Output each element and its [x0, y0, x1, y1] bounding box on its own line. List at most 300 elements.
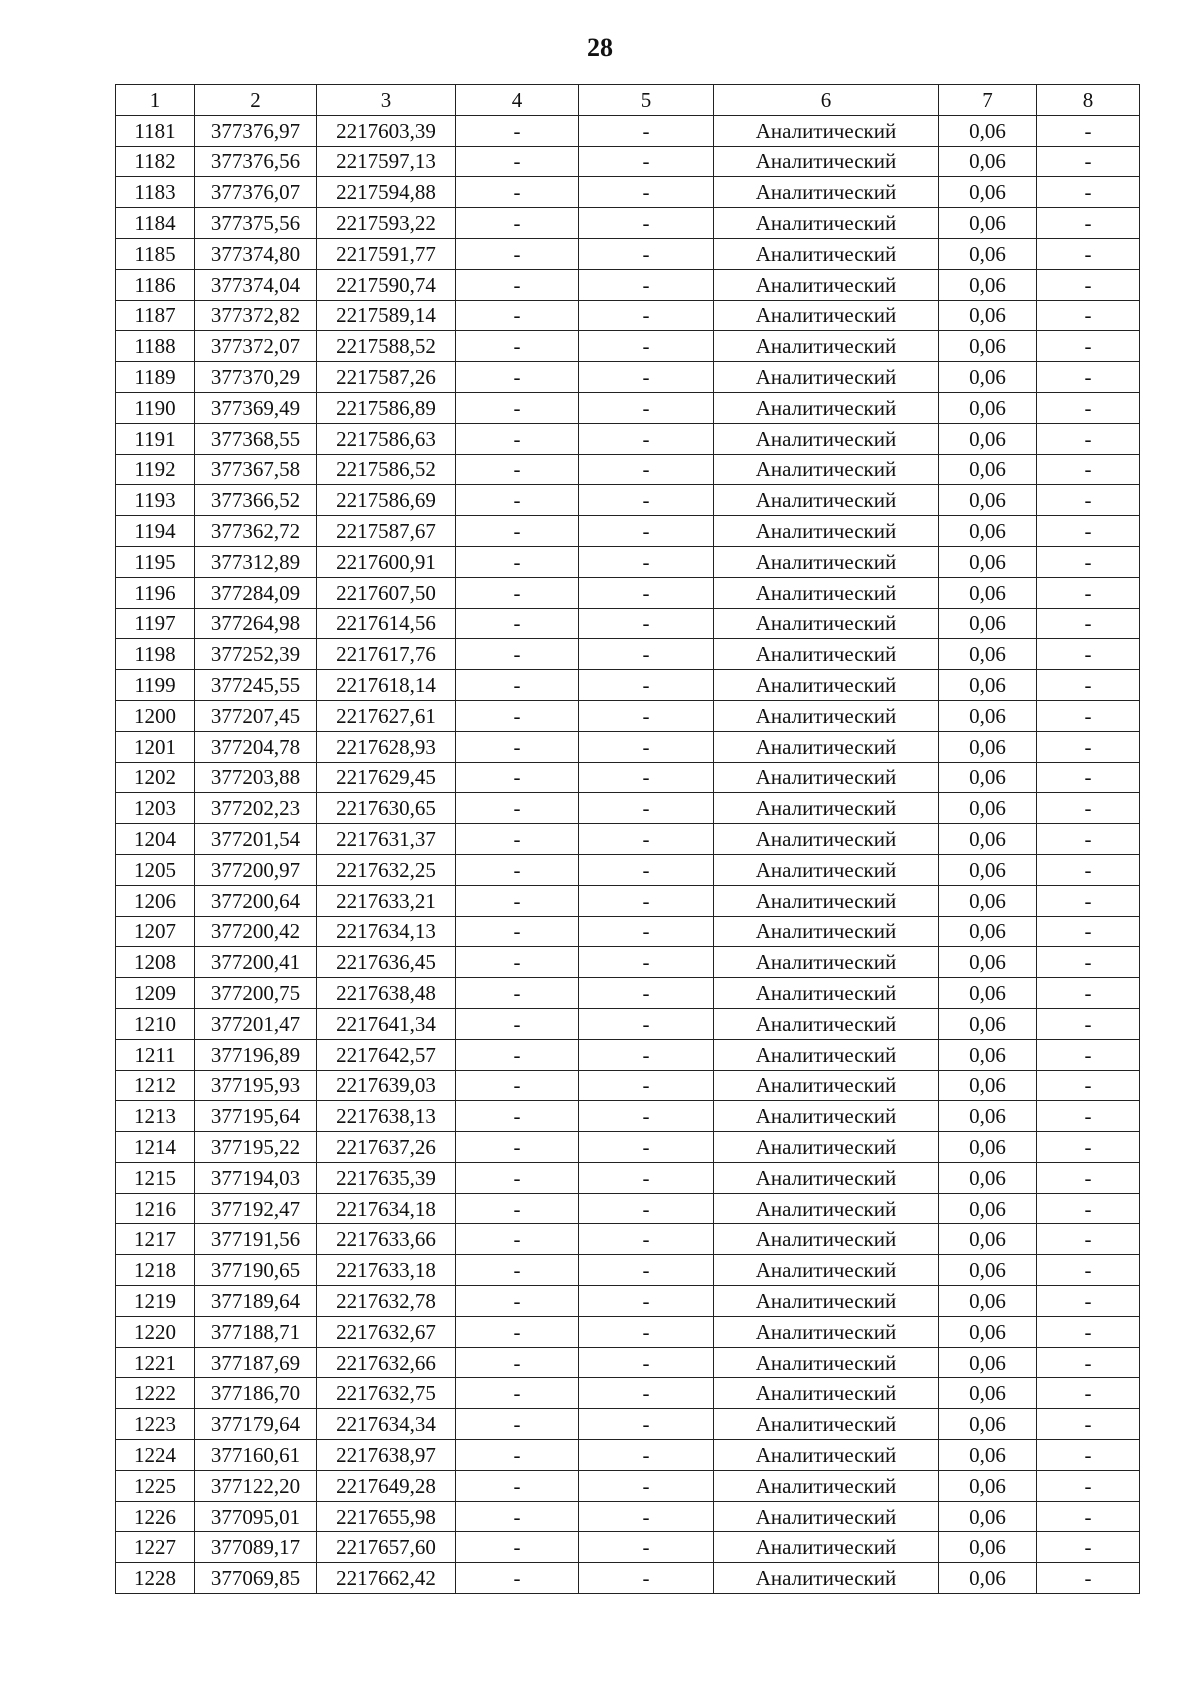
x-coordinate: 377264,98	[195, 608, 317, 639]
accuracy-cell: 0,06	[939, 854, 1037, 885]
point-number: 1189	[116, 362, 195, 393]
accuracy-cell: 0,06	[939, 639, 1037, 670]
col-8-cell: -	[1037, 608, 1140, 639]
col-8-cell: -	[1037, 1162, 1140, 1193]
col-5-cell: -	[579, 1563, 714, 1594]
point-number: 1203	[116, 793, 195, 824]
y-coordinate: 2217634,18	[317, 1193, 456, 1224]
col-8-cell: -	[1037, 731, 1140, 762]
col-5-cell: -	[579, 947, 714, 978]
col-8-cell: -	[1037, 670, 1140, 701]
y-coordinate: 2217614,56	[317, 608, 456, 639]
col-8-cell: -	[1037, 331, 1140, 362]
col-5-cell: -	[579, 392, 714, 423]
table-row	[116, 238, 1140, 269]
y-coordinate: 2217641,34	[317, 1008, 456, 1039]
table-row	[116, 885, 1140, 916]
point-number: 1214	[116, 1132, 195, 1163]
x-coordinate: 377200,42	[195, 916, 317, 947]
table-row	[116, 1347, 1140, 1378]
col-5-cell: -	[579, 146, 714, 177]
point-number: 1196	[116, 577, 195, 608]
accuracy-cell: 0,06	[939, 300, 1037, 331]
col-8-cell: -	[1037, 238, 1140, 269]
method-cell: Аналитический	[714, 392, 939, 423]
y-coordinate: 2217607,50	[317, 577, 456, 608]
x-coordinate: 377196,89	[195, 1039, 317, 1070]
col-4-cell: -	[456, 1132, 579, 1163]
x-coordinate: 377195,64	[195, 1101, 317, 1132]
y-coordinate: 2217587,67	[317, 516, 456, 547]
col-8-cell: -	[1037, 423, 1140, 454]
method-cell: Аналитический	[714, 1470, 939, 1501]
accuracy-cell: 0,06	[939, 947, 1037, 978]
y-coordinate: 2217649,28	[317, 1470, 456, 1501]
col-4-cell: -	[456, 793, 579, 824]
method-cell: Аналитический	[714, 1255, 939, 1286]
point-number: 1191	[116, 423, 195, 454]
accuracy-cell: 0,06	[939, 1532, 1037, 1563]
accuracy-cell: 0,06	[939, 146, 1037, 177]
x-coordinate: 377366,52	[195, 485, 317, 516]
col-5-cell: -	[579, 485, 714, 516]
col-8-cell: -	[1037, 516, 1140, 547]
point-number: 1219	[116, 1286, 195, 1317]
accuracy-cell: 0,06	[939, 1008, 1037, 1039]
x-coordinate: 377207,45	[195, 700, 317, 731]
col-8-cell: -	[1037, 1039, 1140, 1070]
point-number: 1217	[116, 1224, 195, 1255]
y-coordinate: 2217628,93	[317, 731, 456, 762]
y-coordinate: 2217633,66	[317, 1224, 456, 1255]
col-4-cell: -	[456, 331, 579, 362]
accuracy-cell: 0,06	[939, 1470, 1037, 1501]
col-5-cell: -	[579, 208, 714, 239]
col-4-cell: -	[456, 1501, 579, 1532]
method-cell: Аналитический	[714, 1162, 939, 1193]
x-coordinate: 377245,55	[195, 670, 317, 701]
method-cell: Аналитический	[714, 423, 939, 454]
accuracy-cell: 0,06	[939, 1162, 1037, 1193]
col-8-cell: -	[1037, 1224, 1140, 1255]
table-row	[116, 608, 1140, 639]
table-row	[116, 485, 1140, 516]
col-5-cell: -	[579, 1347, 714, 1378]
col-4-cell: -	[456, 1409, 579, 1440]
accuracy-cell: 0,06	[939, 577, 1037, 608]
x-coordinate: 377200,41	[195, 947, 317, 978]
col-8-cell: -	[1037, 1409, 1140, 1440]
col-4-cell: -	[456, 577, 579, 608]
method-cell: Аналитический	[714, 1563, 939, 1594]
method-cell: Аналитический	[714, 608, 939, 639]
x-coordinate: 377376,07	[195, 177, 317, 208]
col-5-cell: -	[579, 331, 714, 362]
col-8-cell: -	[1037, 362, 1140, 393]
col-4-cell: -	[456, 639, 579, 670]
col-4-cell: -	[456, 1440, 579, 1471]
y-coordinate: 2217586,89	[317, 392, 456, 423]
table-row	[116, 1501, 1140, 1532]
accuracy-cell: 0,06	[939, 238, 1037, 269]
table-row	[116, 824, 1140, 855]
col-8-cell: -	[1037, 885, 1140, 916]
table-row	[116, 300, 1140, 331]
table-row	[116, 362, 1140, 393]
col-4-cell: -	[456, 1070, 579, 1101]
x-coordinate: 377195,93	[195, 1070, 317, 1101]
table-row	[116, 516, 1140, 547]
point-number: 1225	[116, 1470, 195, 1501]
table-row	[116, 1132, 1140, 1163]
method-cell: Аналитический	[714, 1501, 939, 1532]
x-coordinate: 377122,20	[195, 1470, 317, 1501]
col-4-cell: -	[456, 208, 579, 239]
col-8-cell: -	[1037, 269, 1140, 300]
col-4-cell: -	[456, 947, 579, 978]
col-8-cell: -	[1037, 485, 1140, 516]
accuracy-cell: 0,06	[939, 1039, 1037, 1070]
accuracy-cell: 0,06	[939, 362, 1037, 393]
col-5-cell: -	[579, 762, 714, 793]
y-coordinate: 2217635,39	[317, 1162, 456, 1193]
y-coordinate: 2217588,52	[317, 331, 456, 362]
col-8-cell: -	[1037, 577, 1140, 608]
y-coordinate: 2217632,67	[317, 1316, 456, 1347]
accuracy-cell: 0,06	[939, 1501, 1037, 1532]
x-coordinate: 377195,22	[195, 1132, 317, 1163]
col-8-cell: -	[1037, 1532, 1140, 1563]
y-coordinate: 2217638,97	[317, 1440, 456, 1471]
y-coordinate: 2217632,75	[317, 1378, 456, 1409]
col-4-cell: -	[456, 546, 579, 577]
col-8-cell: -	[1037, 854, 1140, 885]
col-4-cell: -	[456, 1008, 579, 1039]
method-cell: Аналитический	[714, 731, 939, 762]
table-row	[116, 854, 1140, 885]
x-coordinate: 377374,80	[195, 238, 317, 269]
accuracy-cell: 0,06	[939, 762, 1037, 793]
y-coordinate: 2217637,26	[317, 1132, 456, 1163]
accuracy-cell: 0,06	[939, 269, 1037, 300]
col-8-cell: -	[1037, 392, 1140, 423]
table-row	[116, 700, 1140, 731]
x-coordinate: 377188,71	[195, 1316, 317, 1347]
table-row	[116, 177, 1140, 208]
col-4-cell: -	[456, 516, 579, 547]
y-coordinate: 2217587,26	[317, 362, 456, 393]
x-coordinate: 377368,55	[195, 423, 317, 454]
col-8-cell: -	[1037, 1132, 1140, 1163]
col-8-cell: -	[1037, 1316, 1140, 1347]
x-coordinate: 377189,64	[195, 1286, 317, 1317]
y-coordinate: 2217627,61	[317, 700, 456, 731]
col-5-cell: -	[579, 608, 714, 639]
x-coordinate: 377312,89	[195, 546, 317, 577]
y-coordinate: 2217586,69	[317, 485, 456, 516]
col-8-cell: -	[1037, 177, 1140, 208]
point-number: 1185	[116, 238, 195, 269]
col-5-cell: -	[579, 1255, 714, 1286]
point-number: 1205	[116, 854, 195, 885]
point-number: 1228	[116, 1563, 195, 1594]
accuracy-cell: 0,06	[939, 485, 1037, 516]
x-coordinate: 377191,56	[195, 1224, 317, 1255]
method-cell: Аналитический	[714, 793, 939, 824]
point-number: 1222	[116, 1378, 195, 1409]
col-4-cell: -	[456, 762, 579, 793]
col-8-cell: -	[1037, 1008, 1140, 1039]
method-cell: Аналитический	[714, 854, 939, 885]
accuracy-cell: 0,06	[939, 1440, 1037, 1471]
method-cell: Аналитический	[714, 762, 939, 793]
column-header-1: 1	[116, 85, 195, 116]
method-cell: Аналитический	[714, 1101, 939, 1132]
accuracy-cell: 0,06	[939, 1316, 1037, 1347]
point-number: 1193	[116, 485, 195, 516]
method-cell: Аналитический	[714, 1193, 939, 1224]
y-coordinate: 2217632,78	[317, 1286, 456, 1317]
col-4-cell: -	[456, 1563, 579, 1594]
point-number: 1187	[116, 300, 195, 331]
x-coordinate: 377376,97	[195, 115, 317, 146]
col-4-cell: -	[456, 1286, 579, 1317]
col-4-cell: -	[456, 885, 579, 916]
method-cell: Аналитический	[714, 885, 939, 916]
y-coordinate: 2217642,57	[317, 1039, 456, 1070]
table-row	[116, 1532, 1140, 1563]
x-coordinate: 377187,69	[195, 1347, 317, 1378]
point-number: 1192	[116, 454, 195, 485]
method-cell: Аналитический	[714, 1039, 939, 1070]
point-number: 1221	[116, 1347, 195, 1378]
x-coordinate: 377367,58	[195, 454, 317, 485]
col-8-cell: -	[1037, 1286, 1140, 1317]
x-coordinate: 377192,47	[195, 1193, 317, 1224]
method-cell: Аналитический	[714, 454, 939, 485]
y-coordinate: 2217662,42	[317, 1563, 456, 1594]
col-5-cell: -	[579, 1193, 714, 1224]
col-8-cell: -	[1037, 824, 1140, 855]
point-number: 1209	[116, 978, 195, 1009]
col-5-cell: -	[579, 177, 714, 208]
col-4-cell: -	[456, 1532, 579, 1563]
y-coordinate: 2217633,18	[317, 1255, 456, 1286]
table-body	[116, 115, 1140, 1593]
table-row	[116, 1470, 1140, 1501]
col-5-cell: -	[579, 546, 714, 577]
table-row	[116, 762, 1140, 793]
table-row	[116, 1070, 1140, 1101]
col-4-cell: -	[456, 1470, 579, 1501]
point-number: 1198	[116, 639, 195, 670]
col-4-cell: -	[456, 731, 579, 762]
method-cell: Аналитический	[714, 177, 939, 208]
point-number: 1208	[116, 947, 195, 978]
col-8-cell: -	[1037, 1347, 1140, 1378]
col-5-cell: -	[579, 362, 714, 393]
point-number: 1204	[116, 824, 195, 855]
col-4-cell: -	[456, 1255, 579, 1286]
table-row	[116, 423, 1140, 454]
x-coordinate: 377372,07	[195, 331, 317, 362]
col-5-cell: -	[579, 115, 714, 146]
y-coordinate: 2217636,45	[317, 947, 456, 978]
table-row	[116, 454, 1140, 485]
method-cell: Аналитический	[714, 639, 939, 670]
x-coordinate: 377200,64	[195, 885, 317, 916]
accuracy-cell: 0,06	[939, 700, 1037, 731]
column-header-2: 2	[195, 85, 317, 116]
table-row	[116, 1224, 1140, 1255]
accuracy-cell: 0,06	[939, 546, 1037, 577]
accuracy-cell: 0,06	[939, 670, 1037, 701]
accuracy-cell: 0,06	[939, 1347, 1037, 1378]
method-cell: Аналитический	[714, 947, 939, 978]
method-cell: Аналитический	[714, 577, 939, 608]
x-coordinate: 377200,97	[195, 854, 317, 885]
table-row	[116, 1008, 1140, 1039]
accuracy-cell: 0,06	[939, 1224, 1037, 1255]
col-8-cell: -	[1037, 300, 1140, 331]
table-row	[116, 331, 1140, 362]
point-number: 1202	[116, 762, 195, 793]
method-cell: Аналитический	[714, 1132, 939, 1163]
y-coordinate: 2217586,63	[317, 423, 456, 454]
column-header-5: 5	[579, 85, 714, 116]
accuracy-cell: 0,06	[939, 1132, 1037, 1163]
col-4-cell: -	[456, 978, 579, 1009]
point-number: 1211	[116, 1039, 195, 1070]
method-cell: Аналитический	[714, 1347, 939, 1378]
col-8-cell: -	[1037, 454, 1140, 485]
x-coordinate: 377179,64	[195, 1409, 317, 1440]
col-5-cell: -	[579, 238, 714, 269]
col-4-cell: -	[456, 146, 579, 177]
method-cell: Аналитический	[714, 1286, 939, 1317]
method-cell: Аналитический	[714, 516, 939, 547]
point-number: 1181	[116, 115, 195, 146]
col-4-cell: -	[456, 485, 579, 516]
col-5-cell: -	[579, 1039, 714, 1070]
coordinate-table	[115, 84, 1140, 1594]
col-4-cell: -	[456, 362, 579, 393]
method-cell: Аналитический	[714, 546, 939, 577]
col-4-cell: -	[456, 1378, 579, 1409]
col-8-cell: -	[1037, 639, 1140, 670]
table-row	[116, 577, 1140, 608]
column-header-3: 3	[317, 85, 456, 116]
col-8-cell: -	[1037, 1101, 1140, 1132]
accuracy-cell: 0,06	[939, 177, 1037, 208]
table-row	[116, 947, 1140, 978]
col-8-cell: -	[1037, 1563, 1140, 1594]
table-row	[116, 639, 1140, 670]
accuracy-cell: 0,06	[939, 1378, 1037, 1409]
y-coordinate: 2217617,76	[317, 639, 456, 670]
col-8-cell: -	[1037, 793, 1140, 824]
col-5-cell: -	[579, 300, 714, 331]
x-coordinate: 377252,39	[195, 639, 317, 670]
col-5-cell: -	[579, 700, 714, 731]
x-coordinate: 377370,29	[195, 362, 317, 393]
point-number: 1215	[116, 1162, 195, 1193]
method-cell: Аналитический	[714, 238, 939, 269]
y-coordinate: 2217638,48	[317, 978, 456, 1009]
y-coordinate: 2217657,60	[317, 1532, 456, 1563]
col-4-cell: -	[456, 608, 579, 639]
y-coordinate: 2217632,25	[317, 854, 456, 885]
col-5-cell: -	[579, 1378, 714, 1409]
col-5-cell: -	[579, 1008, 714, 1039]
point-number: 1199	[116, 670, 195, 701]
point-number: 1212	[116, 1070, 195, 1101]
col-8-cell: -	[1037, 700, 1140, 731]
x-coordinate: 377369,49	[195, 392, 317, 423]
col-4-cell: -	[456, 1162, 579, 1193]
x-coordinate: 377201,54	[195, 824, 317, 855]
table-row	[116, 546, 1140, 577]
method-cell: Аналитический	[714, 146, 939, 177]
method-cell: Аналитический	[714, 1070, 939, 1101]
header-row	[116, 85, 1140, 116]
table-row	[116, 146, 1140, 177]
point-number: 1200	[116, 700, 195, 731]
method-cell: Аналитический	[714, 208, 939, 239]
method-cell: Аналитический	[714, 978, 939, 1009]
point-number: 1224	[116, 1440, 195, 1471]
col-5-cell: -	[579, 577, 714, 608]
y-coordinate: 2217629,45	[317, 762, 456, 793]
table-row	[116, 269, 1140, 300]
x-coordinate: 377194,03	[195, 1162, 317, 1193]
accuracy-cell: 0,06	[939, 454, 1037, 485]
x-coordinate: 377186,70	[195, 1378, 317, 1409]
col-5-cell: -	[579, 885, 714, 916]
point-number: 1220	[116, 1316, 195, 1347]
method-cell: Аналитический	[714, 1532, 939, 1563]
method-cell: Аналитический	[714, 1440, 939, 1471]
point-number: 1197	[116, 608, 195, 639]
col-5-cell: -	[579, 1070, 714, 1101]
method-cell: Аналитический	[714, 824, 939, 855]
col-5-cell: -	[579, 916, 714, 947]
col-4-cell: -	[456, 670, 579, 701]
accuracy-cell: 0,06	[939, 1101, 1037, 1132]
col-8-cell: -	[1037, 1470, 1140, 1501]
table-row	[116, 1440, 1140, 1471]
col-8-cell: -	[1037, 115, 1140, 146]
table-header	[116, 85, 1140, 116]
accuracy-cell: 0,06	[939, 1070, 1037, 1101]
y-coordinate: 2217632,66	[317, 1347, 456, 1378]
method-cell: Аналитический	[714, 700, 939, 731]
col-4-cell: -	[456, 115, 579, 146]
x-coordinate: 377204,78	[195, 731, 317, 762]
point-number: 1216	[116, 1193, 195, 1224]
point-number: 1201	[116, 731, 195, 762]
accuracy-cell: 0,06	[939, 916, 1037, 947]
col-5-cell: -	[579, 454, 714, 485]
col-8-cell: -	[1037, 1193, 1140, 1224]
y-coordinate: 2217618,14	[317, 670, 456, 701]
x-coordinate: 377372,82	[195, 300, 317, 331]
col-5-cell: -	[579, 1440, 714, 1471]
col-8-cell: -	[1037, 947, 1140, 978]
col-5-cell: -	[579, 1224, 714, 1255]
method-cell: Аналитический	[714, 115, 939, 146]
y-coordinate: 2217589,14	[317, 300, 456, 331]
